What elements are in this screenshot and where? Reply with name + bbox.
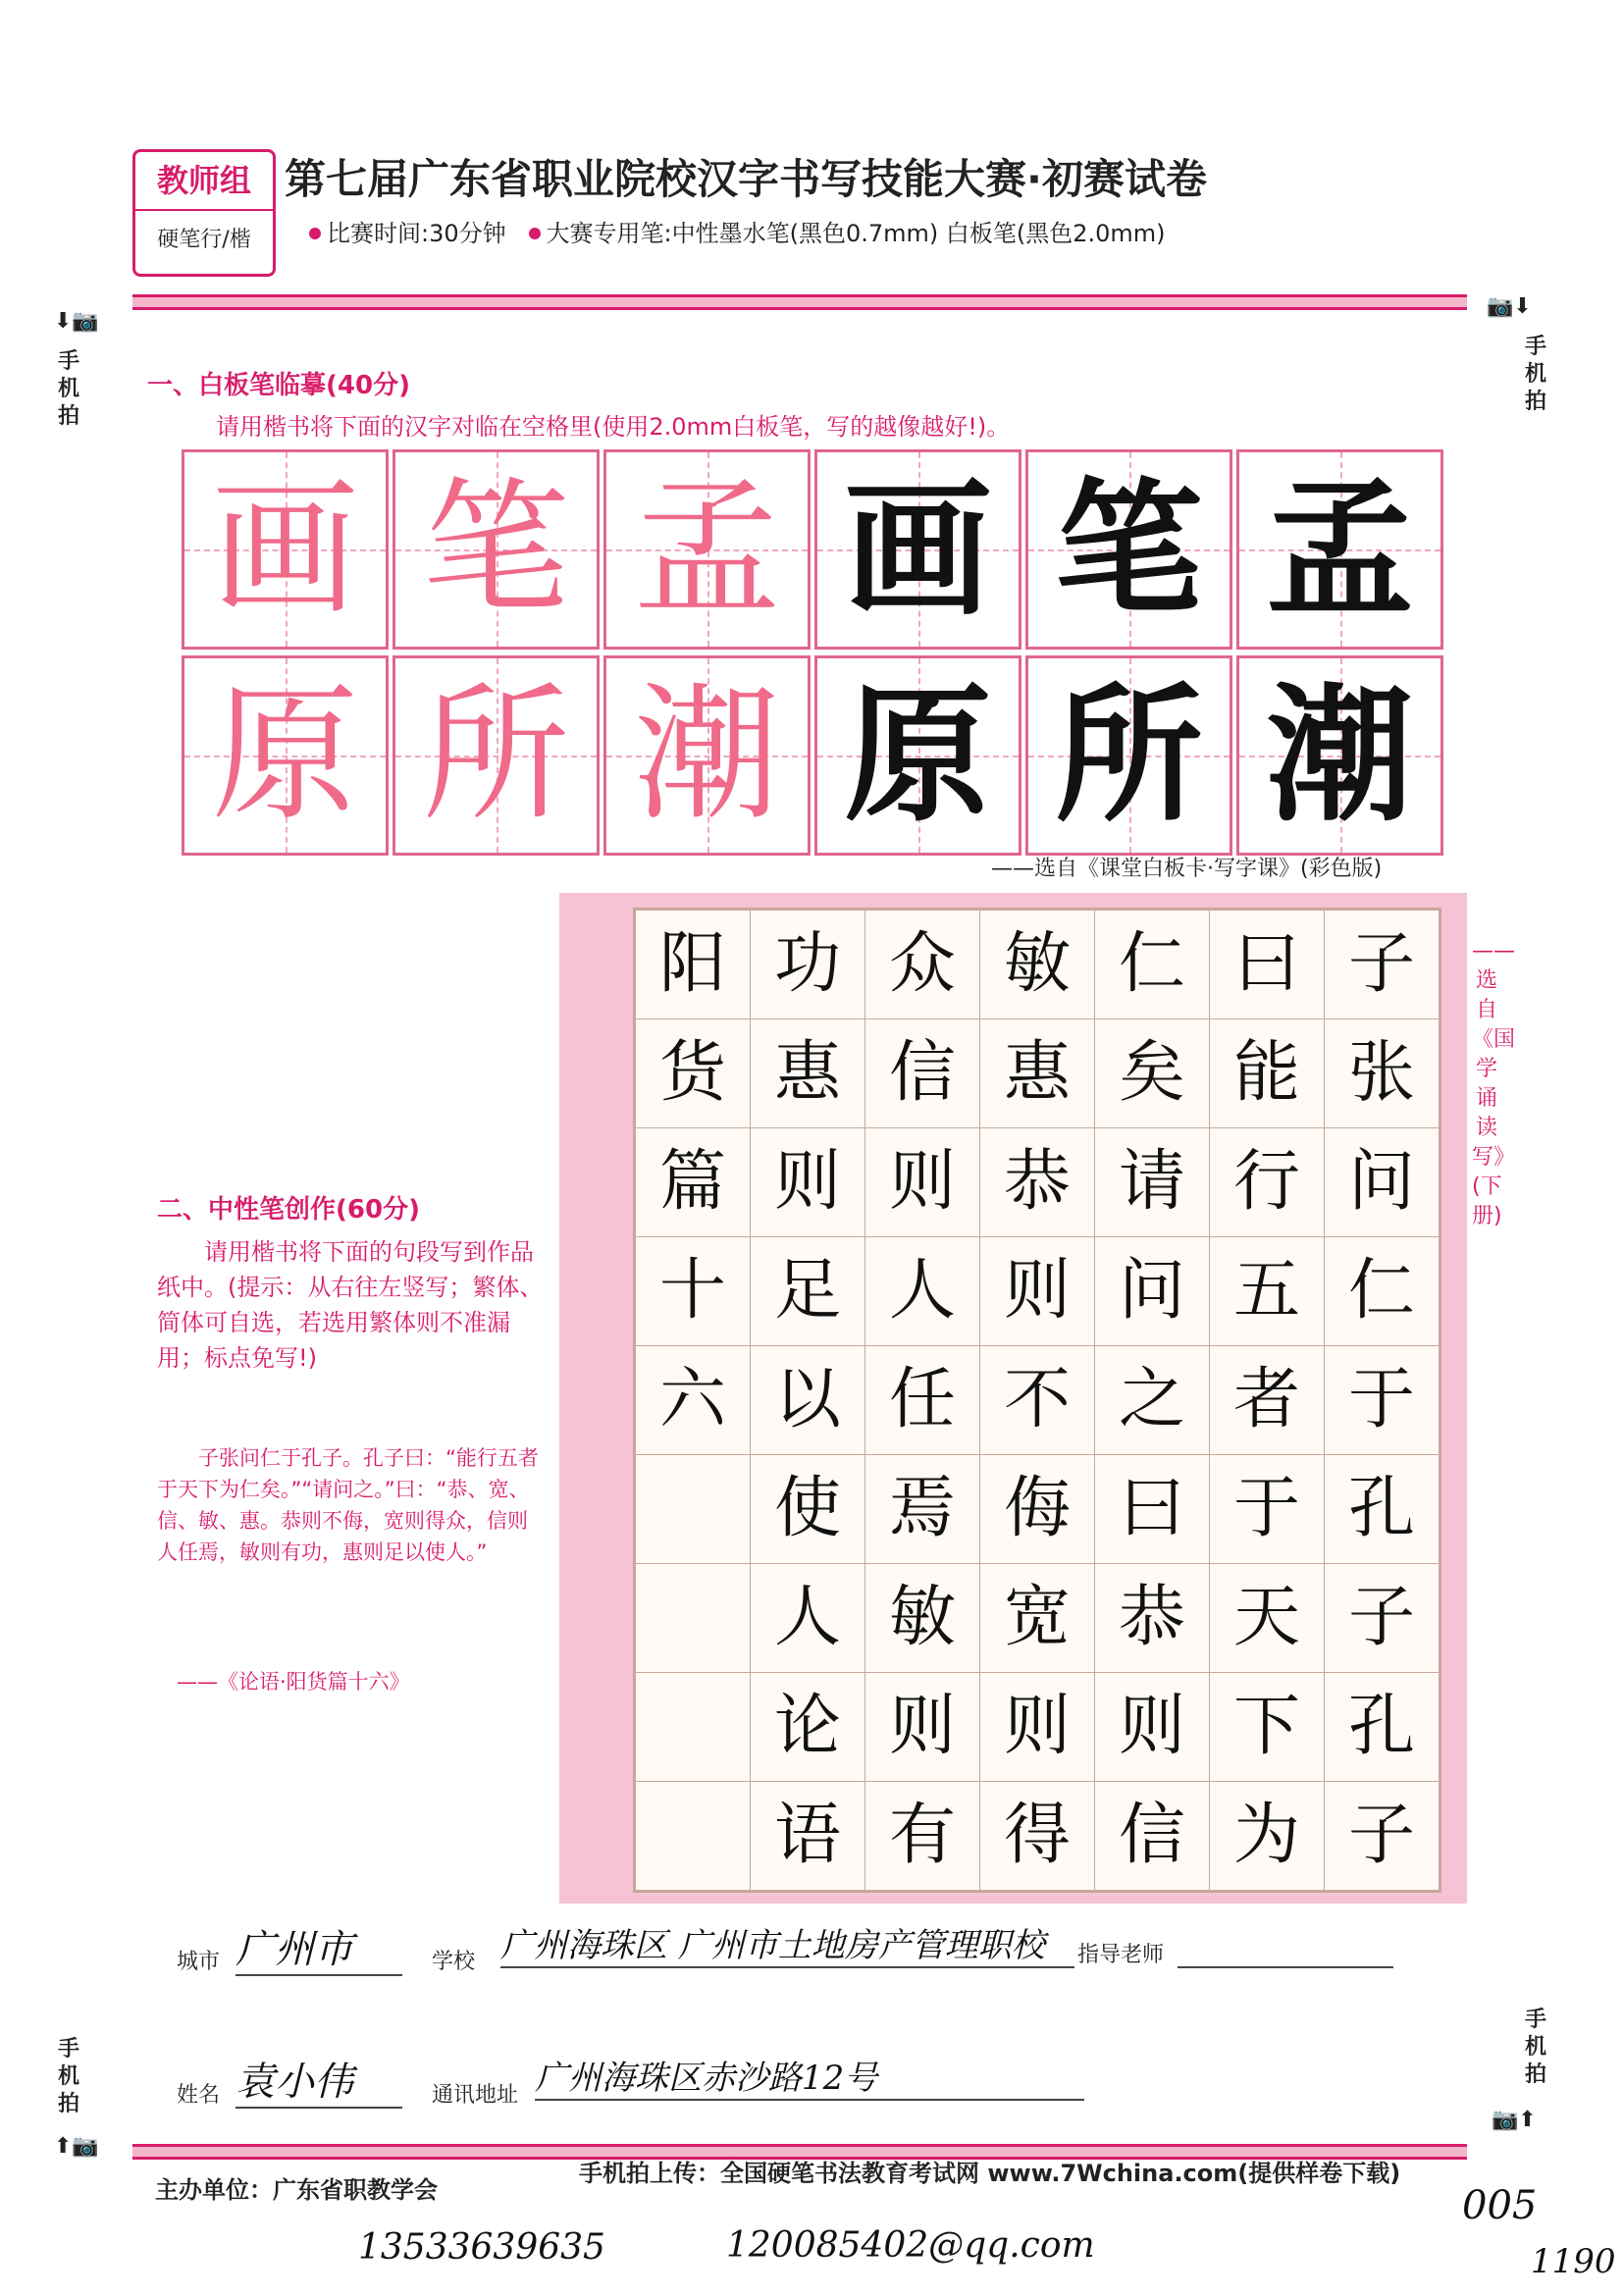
section1-title: 一、白板笔临摹(40分) [147,371,410,400]
name-field[interactable]: 袁小伟 [236,2051,402,2109]
model-cell [393,449,600,650]
grid-cell: 恭 [979,1127,1095,1237]
grid-cell: 天 [1209,1563,1325,1673]
grid-cell: 问 [1094,1236,1210,1346]
side-label-right-top: 手机拍 [1524,335,1546,414]
grid-cell: 惠 [979,1018,1095,1128]
written-char: 潮 [1266,669,1414,842]
address-field[interactable]: 广州海珠区赤沙路12号 [535,2051,1084,2101]
organizer: 主办单位：广东省职教学会 [155,2176,438,2204]
written-char: 笔 [1055,463,1203,636]
grid-cell: 得 [979,1781,1095,1891]
grid-cell: 人 [864,1236,980,1346]
grid-cell: 五 [1209,1236,1325,1346]
grid-cell: 则 [750,1127,865,1237]
email: 120085402@qq.com [726,2225,1095,2266]
group-badge [132,149,276,277]
grid-cell: 则 [979,1672,1095,1782]
grid-cell: 敏 [864,1563,980,1673]
grid-cell: 任 [864,1345,980,1455]
grid-cell: 人 [750,1563,865,1673]
grid-cell: 论 [750,1672,865,1782]
model-char: 孟 [633,464,781,635]
written-char: 画 [844,463,992,636]
grid-cell: 行 [1209,1127,1325,1237]
writing-cell [814,655,1021,856]
page-title: 第七届广东省职业院校汉字书写技能大赛·初赛试卷 [285,155,1207,203]
vertical-source: ——选自《国学诵读写》(下册) [1472,939,1516,1228]
side-label-right-bottom: 手机拍 [1524,2008,1546,2087]
model-char: 画 [211,464,359,635]
written-char: 所 [1055,669,1203,842]
writing-cell [1236,655,1443,856]
grid-cell: 下 [1209,1672,1325,1782]
grid-cell: 张 [1324,1018,1440,1128]
model-cell [393,655,600,856]
grid-cell: 者 [1209,1345,1325,1455]
writing-cell [1025,655,1232,856]
city-field[interactable]: 广州市 [236,1918,402,1976]
grid-cell [635,1563,751,1673]
grid-cell: 六 [635,1345,751,1455]
grid-cell: 篇 [635,1127,751,1237]
phone-number: 13533639635 [358,2227,605,2268]
writing-cell [1236,449,1443,650]
grid-cell [635,1454,751,1564]
badge-category: 硬笔行/楷 [157,228,251,252]
grid-cell: 宽 [979,1563,1095,1673]
grid-cell: 孔 [1324,1454,1440,1564]
model-cell [182,655,389,856]
grid-cell: 之 [1094,1345,1210,1455]
grid-cell: 惠 [750,1018,865,1128]
model-char: 潮 [633,670,781,841]
grid-cell: 子 [1324,1781,1440,1891]
section2-instruction: 请用楷书将下面的句段写到作品纸中。(提示：从右往左竖写；繁体、简体可自选，若选用繁体则不准漏用；标点免写!) [157,1238,544,1372]
grid-cell: 于 [1209,1454,1325,1564]
grid-cell: 则 [1094,1672,1210,1782]
camera-download-icon: 📷⬇ [1487,294,1532,319]
camera-upload-icon: 📷⬆ [1492,2108,1537,2132]
writing-cell [814,449,1021,650]
grid-cell: 十 [635,1236,751,1346]
grid-cell: 曰 [1209,910,1325,1019]
grid-cell: 恭 [1094,1563,1210,1673]
download-camera-icon: ⬇📷 [54,309,99,334]
writing-sheet [633,908,1441,1893]
grid-cell: 则 [979,1236,1095,1346]
side-label-left-bottom: 手机拍 [57,2037,79,2116]
entry-number: 1190 [1531,2242,1616,2281]
exam-info [309,214,1166,248]
model-cell [182,449,389,650]
model-char: 原 [211,670,359,841]
section1-instruction: 请用楷书将下面的汉字对临在空格里(使用2.0mm白板笔，写的越像越好!)。 [216,413,1011,441]
grid-cell: 敏 [979,910,1095,1019]
teacher-field[interactable] [1178,1962,1393,1968]
grid-cell: 仁 [1324,1236,1440,1346]
city-label: 城市 [177,1950,221,1974]
grid-cell: 曰 [1094,1454,1210,1564]
grid-cell: 语 [750,1781,865,1891]
grid-cell: 不 [979,1345,1095,1455]
grid-cell: 使 [750,1454,865,1564]
grid-cell: 众 [864,910,980,1019]
grid-cell: 问 [1324,1127,1440,1237]
model-cell [603,655,811,856]
writing-cell [1025,449,1232,650]
model-char: 所 [422,670,570,841]
grid-cell: 以 [750,1345,865,1455]
grid-cell: 信 [1094,1781,1210,1891]
upload-camera-icon: ⬆📷 [54,2134,99,2159]
grid-cell: 有 [864,1781,980,1891]
bullet-icon [529,228,541,239]
section2-quote: 子张问仁于孔子。孔子曰：“能行五者于天下为仁矣。”“请问之。”曰：“恭、宽、信、敏、惠。恭则不侮，宽则得众，信则人任焉，敏则有功，惠则足以使人。” [157,1446,539,1564]
grid-cell: 矣 [1094,1018,1210,1128]
grid-cell: 子 [1324,910,1440,1019]
top-divider [132,294,1467,310]
name-label: 姓名 [177,2083,221,2108]
grid-cell: 则 [864,1672,980,1782]
section1-source: ——选自《课堂白板卡·写字课》(彩色版) [991,857,1383,881]
grid-cell: 信 [864,1018,980,1128]
model-char: 笔 [422,464,570,635]
exam-pens: 大赛专用笔:中性墨水笔(黑色0.7mm) 白板笔(黑色2.0mm) [546,220,1166,247]
grid-cell: 于 [1324,1345,1440,1455]
badge-group: 教师组 [135,152,273,211]
grid-cell: 能 [1209,1018,1325,1128]
section2-quote-source: ——《论语·阳货篇十六》 [177,1670,410,1694]
grid-cell [635,1672,751,1782]
side-label-left-top: 手机拍 [57,349,79,429]
written-char: 原 [844,669,992,842]
grid-cell [635,1781,751,1891]
grid-cell: 仁 [1094,910,1210,1019]
school-field[interactable]: 广州海珠区 广州市土地房产管理职校 [500,1918,1074,1968]
grid-cell: 请 [1094,1127,1210,1237]
copy-grid [182,449,1447,861]
serial-number: 005 [1462,2183,1538,2228]
address-label: 通讯地址 [432,2083,519,2108]
upload-info: 手机拍上传：全国硬笔书法教育考试网 www.7Wchina.com(提供样卷下载) [579,2160,1401,2187]
grid-cell: 孔 [1324,1672,1440,1782]
grid-cell: 功 [750,910,865,1019]
teacher-label: 指导老师 [1077,1943,1165,1967]
grid-cell: 侮 [979,1454,1095,1564]
section2-title: 二、中性笔创作(60分) [157,1195,420,1225]
grid-cell: 为 [1209,1781,1325,1891]
grid-cell: 焉 [864,1454,980,1564]
bullet-icon [309,228,321,239]
model-cell [603,449,811,650]
grid-cell: 子 [1324,1563,1440,1673]
grid-cell: 足 [750,1236,865,1346]
exam-time: 比赛时间:30分钟 [327,220,506,247]
grid-cell: 货 [635,1018,751,1128]
grid-cell: 阳 [635,910,751,1019]
written-char: 孟 [1266,463,1414,636]
school-label: 学校 [432,1950,476,1974]
grid-cell: 则 [864,1127,980,1237]
